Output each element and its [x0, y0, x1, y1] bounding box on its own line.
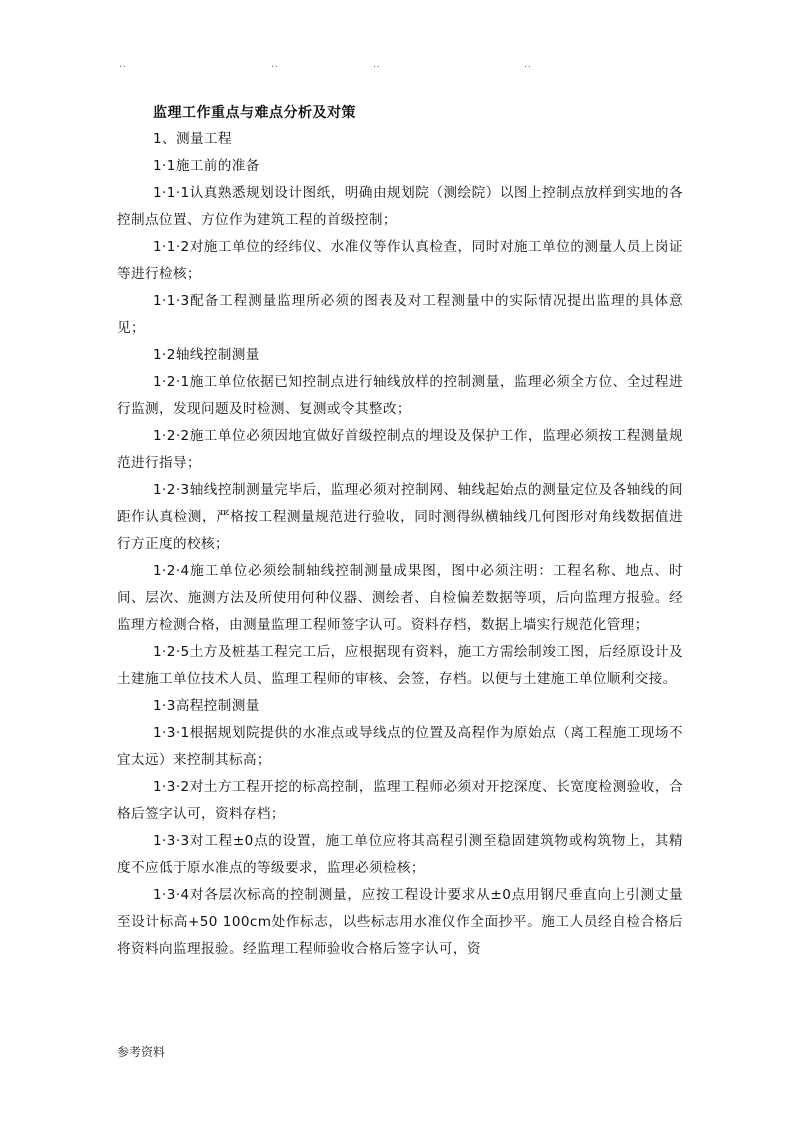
paragraph: 1·2·2施工单位必须因地宜做好首级控制点的埋设及保护工作，监理必须按工程测量规范进行指导； — [117, 428, 683, 471]
paragraph: 1·2·3轴线控制测量完毕后，监理必须对控制网、轴线起始点的测量定位及各轴线的间距作认真检测，严格按工程测量规范进行验收，同时测得纵横轴线几何图形对角线数据值进行方正度的校核； — [117, 482, 683, 552]
document-blocks — [117, 126, 683, 963]
section-heading: 1·1施工前的准备 — [153, 158, 260, 174]
header-mark: .. — [524, 60, 532, 70]
header-mark: .. — [271, 60, 279, 70]
paragraph: 1·1·2对施工单位的经纬仪、水准仪等作认真检查，同时对施工单位的测量人员上岗证等进行检核； — [117, 239, 683, 282]
paragraph: 1·2·4施工单位必须绘制轴线控制测量成果图，图中必须注明：工程名称、地点、时间、层次、施测方法及所使用何种仪器、测绘者、自检偏差数据等项，后向监理方报验。经监理方检测合格，由测量监理工程师签字认可。资料存档，数据上墙实行规范化管理； — [117, 563, 683, 633]
section-heading: 1·2轴线控制测量 — [153, 347, 260, 363]
paragraph: 1·3·2对土方工程开挖的标高控制，监理工程师必须对开挖深度、长宽度检测验收，合格后签字认可，资料存档； — [117, 779, 683, 822]
paragraph: 1·3·4对各层次标高的控制测量，应按工程设计要求从±0点用钢尺垂直向上引测丈量至设计标高+50 100cm处作标志，以些标志用水准仪作全面抄平。施工人员经自检合格后将资料向监理报验。经监理工程师验收合格后签字认可，资 — [117, 887, 683, 957]
page-header-marks — [0, 60, 794, 74]
paragraph: 1·1·1认真熟悉规划设计图纸，明确由规划院（测绘院）以图上控制点放样到实地的各控制点位置、方位作为建筑工程的首级控制； — [117, 185, 683, 228]
document-title: 监理工作重点与难点分析及对策 — [153, 105, 356, 121]
paragraph: 1·2·1施工单位依据已知控制点进行轴线放样的控制测量，监理必须全方位、全过程进行监测，发现问题及时检测、复测或令其整改； — [117, 374, 683, 417]
page-footer: 参考资料 — [117, 1045, 166, 1059]
paragraph: 1·2·5土方及桩基工程完工后，应根据现有资料，施工方需绘制竣工图，后经原设计及土建施工单位技术人员、监理工程师的审核、会签，存档。以便与土建施工单位顺利交接。 — [117, 644, 683, 687]
document-body — [117, 100, 683, 963]
paragraph: 1·3·1根据规划院提供的水准点或导线点的位置及高程作为原始点（离工程施工现场不宜太远）来控制其标高； — [117, 725, 683, 768]
paragraph: 1·3·3对工程±0点的设置，施工单位应将其高程引测至稳固建筑物或构筑物上，其精度不应低于原水准点的等级要求，监理必须检核； — [117, 833, 683, 876]
section-heading: 1·3高程控制测量 — [153, 698, 260, 714]
header-mark: .. — [373, 60, 381, 70]
paragraph: 1·1·3配备工程测量监理所必须的图表及对工程测量中的实际情况提出监理的具体意见； — [117, 293, 683, 336]
section-heading: 1、测量工程 — [153, 131, 233, 147]
header-mark: .. — [119, 60, 127, 70]
